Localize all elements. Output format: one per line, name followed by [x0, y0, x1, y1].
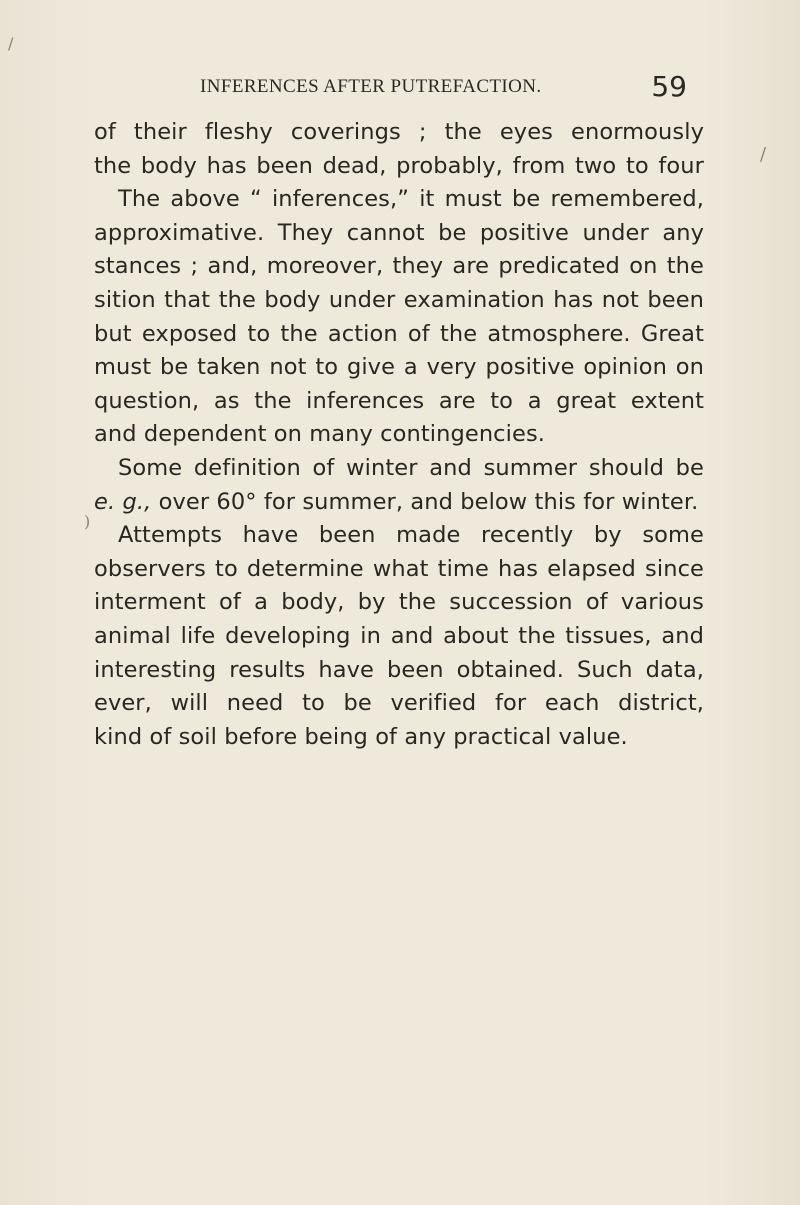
line-remainder: over 60° for summer, and below this for winter. [158, 488, 699, 515]
running-head: INFERENCES AFTER PUTREFACTION. [200, 76, 542, 97]
text-line: ever, will need to be verified for each district, [94, 690, 704, 717]
text-line: interesting results have been obtained. Such data, [94, 656, 704, 683]
margin-mark-top-left: / [8, 34, 14, 53]
body-text [94, 116, 704, 754]
running-header [200, 70, 705, 108]
paragraph-start-line: The above “ inferences,” it must be remembered, [118, 186, 704, 213]
text-line: approximative. They cannot be positive under any [94, 219, 704, 246]
paragraph-end-line: and dependent on many contingencies. [94, 421, 546, 448]
paragraph-start-line: Attempts have been made recently by some [118, 522, 704, 549]
margin-mark-right: / [760, 144, 767, 165]
text-line [94, 486, 704, 520]
page-number: 59 [651, 70, 687, 103]
paragraph-start-line: Some definition of winter and summer should be [118, 454, 704, 481]
text-line: animal life developing in and about the tissues, and [94, 622, 704, 649]
text-line: question, as the inferences are to a great extent [94, 387, 704, 414]
margin-mark-left: ) [84, 512, 91, 531]
text-line: stances ; and, moreover, they are predicated on the [94, 253, 704, 280]
paragraph-end-line: kind of soil before being of any practical value. [94, 723, 628, 750]
text-line: must be taken not to give a very positive opinion on [94, 354, 704, 381]
text-line: the body has been dead, probably, from two to four [94, 152, 704, 179]
text-line: sition that the body under examination has not been [94, 286, 704, 313]
text-line: of their fleshy coverings ; the eyes enormously [94, 119, 704, 145]
italic-abbreviation: e. g., [94, 488, 152, 515]
text-line: interment of a body, by the succession of various [94, 589, 704, 616]
text-line: but exposed to the action of the atmosphere. Great [94, 320, 704, 347]
text-line: observers to determine what time has elapsed since [94, 555, 704, 582]
